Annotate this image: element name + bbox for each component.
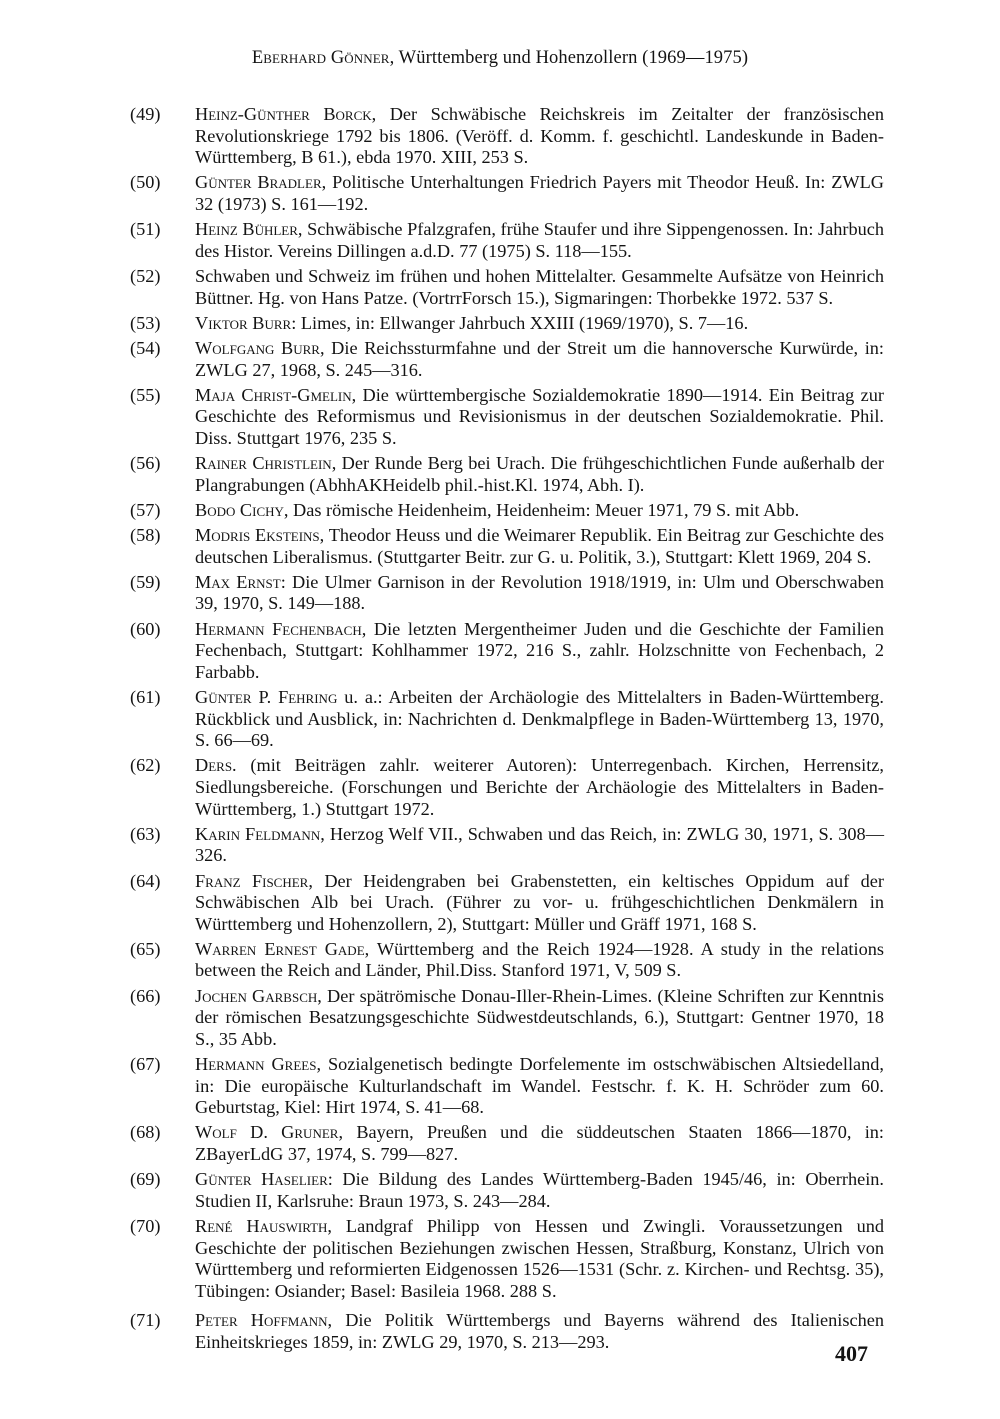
bibliography-entry-70 [124,1216,884,1302]
entry-text [195,1169,884,1212]
entry-author: René Hauswirth [195,1215,328,1236]
bibliography-entry-66 [124,986,884,1051]
entry-author: Karin Feldmann [195,823,321,844]
entry-number: (56) [130,453,161,474]
entry-body: : Die Ulmer Garnison in der Revolution 1918/1919, in: Ulm und Oberschwaben 39, 1970, S. 149—188. [195,571,885,614]
entry-author: Jochen Garbsch [195,985,318,1006]
bibliography-entry-58 [124,525,884,568]
entry-number: (61) [130,686,161,707]
entry-text [195,1216,884,1302]
entry-text [195,1310,884,1353]
entry-number: (54) [130,337,161,358]
entry-number: (52) [130,265,161,286]
entry-body: , Der Runde Berg bei Urach. Die frühgeschichtlichen Funde außerhalb der Plangrabungen (AbhhAKHeidelb phil.-hist.Kl. 1974, Abh. I). [195,453,884,495]
entry-number: (66) [130,985,161,1006]
entry-number: (60) [130,618,161,639]
bibliography-entry-63 [124,824,884,867]
entry-number: (50) [130,172,161,193]
bibliography-entry-67 [124,1054,884,1119]
entry-body: , Die letzten Mergentheimer Juden und die Geschichte der Familien Fechenbach, Stuttgart: Kohlhammer 1972, 216 S., zahlr. Holzschnitte von Fechenbach, 2 Farbabb. [195,618,884,682]
entry-body: , Bayern, Preußen und die süddeutschen Staaten 1866—1870, in: ZBayerLdG 37, 1974, S. 799—827. [195,1122,884,1164]
bibliography-entry-64 [124,871,884,936]
bibliography-entry-62 [124,755,884,820]
entry-body: , Der Schwäbische Reichskreis im Zeitalter der französischen Revolutionskriege 1792 bis 1806. (Veröff. d. Komm. f. geschichtl. Landeskunde in Baden-Württemberg, B 61.), ebda 1970. XIII, 253 S. [195,104,884,168]
entry-text [195,824,884,867]
bibliography-entry-55 [124,385,884,450]
bibliography-entry-54 [124,338,884,381]
entry-body: Schwaben und Schweiz im frühen und hohen Mittelalter. Gesammelte Aufsätze von Heinrich Büttner. Hg. von Hans Patze. (VortrrForsch 15.), Sigmaringen: Thorbekke 1972. 537 S. [195,265,884,308]
entry-author: Hermann Grees [195,1054,317,1075]
entry-author: Günter P. Fehring [195,686,338,707]
bibliography-entry-57 [124,500,884,522]
entry-body: , Herzog Welf VII., Schwaben und das Reich, in: ZWLG 30, 1971, S. 308—326. [195,823,884,866]
entry-author: Ders. [195,755,237,776]
bibliography-entry-49 [124,104,884,169]
bibliography-entry-65 [124,939,884,982]
entry-number: (71) [130,1310,161,1331]
entry-number: (49) [130,104,161,124]
entry-number: (67) [130,1054,161,1075]
entry-text [195,1054,884,1119]
entry-author: Heinz-Günther Borck [195,104,372,124]
entry-author: Franz Fischer [195,870,309,891]
entry-body: , Württemberg and the Reich 1924—1928. A study in the relations between the Reich and Länder, Phil.Diss. Stanford 1971, V, 509 S. [195,938,884,981]
entry-body: , Die württembergische Sozialdemokratie 1890—1914. Ein Beitrag zur Geschichte des Reformismus und Revisionismus in der deutschen Sozialdemokratie. Phil. Diss. Stuttgart 1976, 235 S. [195,384,884,448]
entry-number: (70) [130,1215,161,1236]
entry-author: Günter Haselier [195,1169,328,1190]
bibliography-entry-53 [124,313,884,335]
bibliography-entry-56 [124,453,884,496]
entry-number: (57) [130,499,161,520]
entry-number: (64) [130,870,161,891]
entry-text [195,525,884,568]
entry-body: , Sozialgenetisch bedingte Dorfelemente im ostschwäbischen Altsiedelland, in: Die europäische Kulturlandschaft im Wandel. Festschr. f. K. H. Schröder zum 60. Geburtstag, Kiel: Hirt 1974, S. 41—68. [195,1054,885,1118]
bibliography-entry-68 [124,1122,884,1165]
entry-text [195,453,884,496]
entry-author: Heinz Bühler [195,219,298,240]
entry-body: , Die Politik Württembergs und Bayerns während des Italienischen Einheitskrieges 1859, in: ZWLG 29, 1970, S. 213—293. [195,1310,884,1352]
entry-text [195,266,884,309]
running-header [220,48,780,69]
entry-text [195,1122,884,1165]
bibliography-entry-50 [124,172,884,215]
bibliography-entry-69 [124,1169,884,1212]
header-author: Eberhard Gönner [251,48,390,68]
entry-text [195,986,884,1051]
entry-author: Maja Christ-Gmelin [195,384,352,405]
entry-body: , Theodor Heuss und die Weimarer Republik. Ein Beitrag zur Geschichte des deutschen Liberalismus. (Stuttgarter Beitr. zur G. u. Politik, 3.), Stuttgart: Klett 1969, 204 S. [195,525,884,567]
entry-author: Günter Bradler [195,172,322,193]
bibliography-entry-61 [124,687,884,752]
entry-number: (63) [130,823,161,844]
entry-text [195,755,884,820]
entry-text [195,219,884,262]
entry-body: : Limes, in: Ellwanger Jahrbuch XXIII (1969/1970), S. 7—16. [291,312,749,333]
entry-author: Hermann Fechenbach [195,618,362,639]
entry-body: u. a.: Arbeiten der Archäologie des Mittelalters in Baden-Württemberg. Rückblick und Ausblick, in: Nachrichten d. Denkmalpflege in Baden-Württemberg 13, 1970, S. 66—69. [195,686,885,751]
entry-text [195,687,884,752]
entry-text [195,338,884,381]
bibliography-entry-52 [124,266,884,309]
entry-body: , Das römische Heidenheim, Heidenheim: Meuer 1971, 79 S. mit Abb. [283,499,800,520]
entry-author: Rainer Christlein [195,453,332,474]
entry-number: (51) [130,219,161,240]
entry-body: (mit Beiträgen zahlr. weiterer Autoren): Unterregenbach. Kirchen, Herrensitz, Siedlungsbereiche. (Forschungen und Berichte der Archäologie des Mittelalters in Baden-Württemberg, 1.) Stuttgart 1972. [195,755,884,819]
entry-text [195,500,884,522]
bibliography-entry-59 [124,572,884,615]
entry-number: (69) [130,1169,161,1190]
entry-author: Wolfgang Burr [195,337,320,358]
entry-number: (53) [130,312,161,333]
entry-body: , Der Heidengraben bei Grabenstetten, ein keltisches Oppidum auf der Schwäbischen Alb bei Urach. (Führer zu vor- u. frühgeschichtlichen Denkmälern in Württemberg und Hohenzollern, 2), Stuttgart: Müller und Gräff 1971, 168 S. [195,870,885,934]
entry-text [195,385,884,450]
page-number: 407 [835,1341,868,1366]
bibliography-entry-60 [124,619,884,684]
entry-text [195,313,884,335]
entry-number: (58) [130,525,161,546]
entry-author: Viktor Burr [195,312,292,333]
entry-body: , Der spätrömische Donau-Iller-Rhein-Limes. (Kleine Schriften zur Kenntnis der römischen Besatzungsgeschichte Südwestdeutschlands, 6.), Stuttgart: Gentner 1970, 18 S., 35 Abb. [195,985,885,1049]
entry-text [195,871,884,936]
entry-body: , Die Reichssturmfahne und der Streit um die hannoversche Kurwürde, in: ZWLG 27, 1968, S. 245—316. [195,337,884,380]
bibliography-list [124,104,884,1357]
entry-author: Wolf D. Gruner [195,1122,339,1143]
entry-body: , Politische Unterhaltungen Friedrich Payers mit Theodor Heuß. In: ZWLG 32 (1973) S. 161—192. [195,172,884,214]
entry-body: , Landgraf Philipp von Hessen und Zwingli. Voraussetzungen und Geschichte der politischen Beziehungen zwischen Hessen, Straßburg, Konstanz, Ulrich von Württemberg und reformierten Eidgenossen 1526—1531 (Schr. z. Kirchen- und Rechtsg. 35), Tübingen: Osiander; Basel: Basileia 1968. 288 S. [195,1215,884,1301]
entry-author: Max Ernst [195,571,281,592]
entry-author: Modris Eksteins [195,525,320,546]
entry-body: : Die Bildung des Landes Württemberg-Baden 1945/46, in: Oberrhein. Studien II, Karlsruhe: Braun 1973, S. 243—284. [195,1169,885,1211]
entry-number: (55) [130,384,161,405]
bibliography-entry-71 [124,1310,884,1353]
entry-text [195,172,884,215]
entry-author: Bodo Cichy [195,499,284,520]
entry-text [195,104,884,169]
entry-text [195,939,884,982]
entry-body: , Schwäbische Pfalzgrafen, frühe Staufer und ihre Sippengenossen. In: Jahrbuch des Histor. Vereins Dillingen a.d.D. 77 (1975) S. 118—155. [195,219,884,261]
entry-text [195,572,884,615]
entry-number: (62) [130,755,161,776]
entry-number: (59) [130,571,161,592]
entry-author: Warren Ernest Gade [195,938,365,959]
bibliography-entry-51 [124,219,884,262]
entry-number: (68) [130,1122,161,1143]
entry-author: Peter Hoffmann [195,1310,328,1331]
entry-text [195,619,884,684]
entry-number: (65) [130,938,161,959]
header-title: , Württemberg und Hohenzollern (1969—1975) [389,48,749,68]
